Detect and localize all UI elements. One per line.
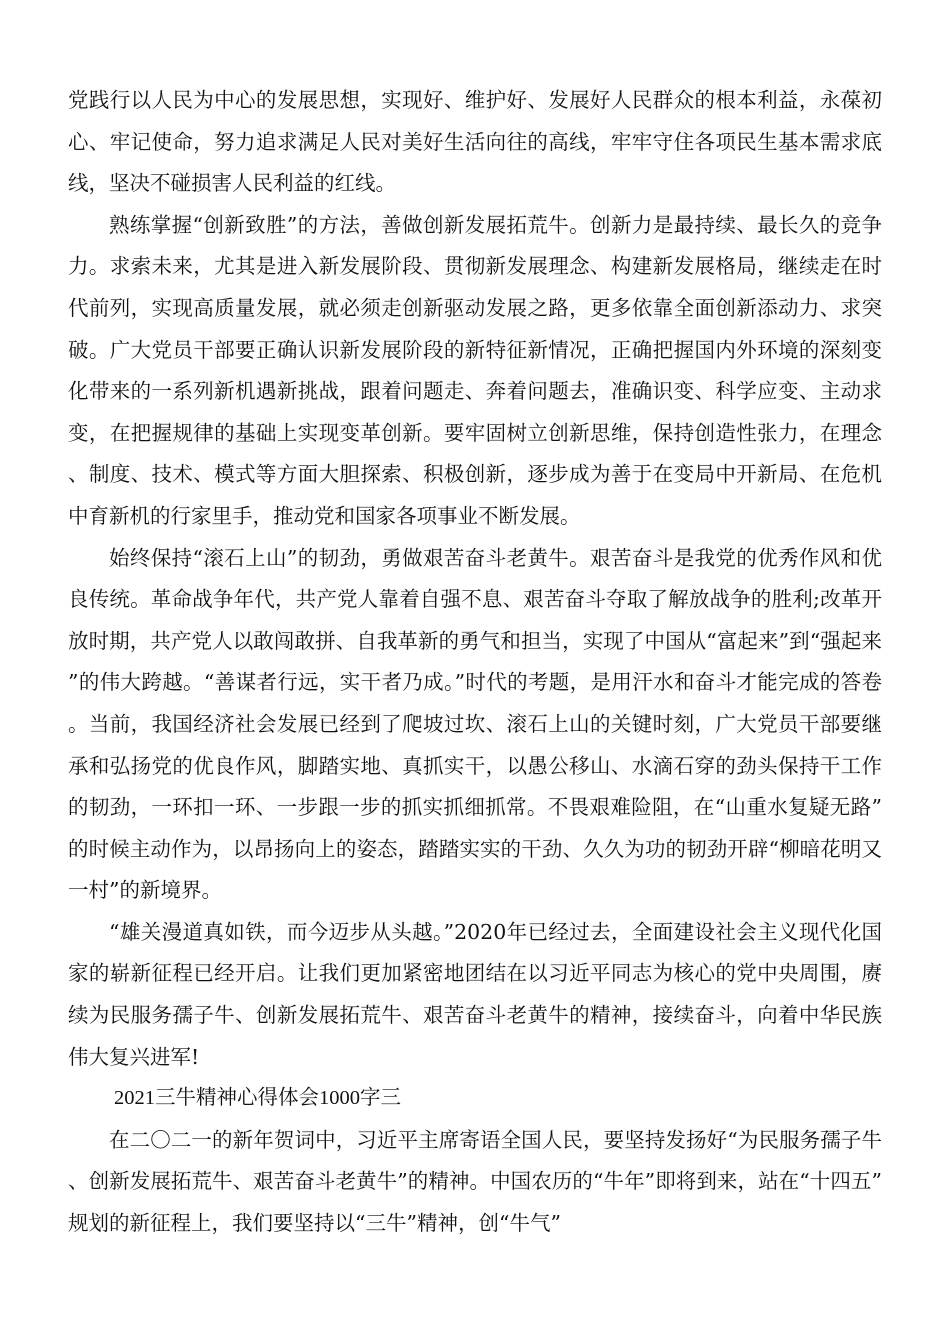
paragraph-new-year-message: 在二〇二一的新年贺词中，习近平主席寄语全国人民，要坚持发扬好“为民服务孺子牛、创新发展拓荒牛、艰苦奋斗老黄牛”的精神。中国农历的“牛年”即将到来，站在“十四五”规划的新征程上，我们要坚持以“三牛”精神，创“牛气” (68, 1127, 882, 1236)
section-heading: 2021三牛精神心得体会1000字三 (114, 1087, 401, 1110)
paragraph-innovation: 熟练掌握“创新致胜”的方法，善做创新发展拓荒牛。创新力是最持续、最长久的竞争力。求索未来，尤其是进入新发展阶段、贯彻新发展理念、构建新发展格局，继续走在时代前列，实现高质量发展，就必须走创新驱动发展之路，更多依靠全面创新添动力、求突破。广大党员干部要正确认识新发展阶段的新特征新情况，正确把握国内外环境的深刻变化带来的一系列新机遇新挑战，跟着问题走、奔着问题去，准确识变、科学应变、主动求变，在把握规律的基础上实现变革创新。要牢固树立创新思维，保持创造性张力，在理念、制度、技术、模式等方面大胆探索、积极创新，逐步成为善于在变局中开新局、在危机中育新机的行家里手，推动党和国家各项事业不断发展。 (68, 212, 882, 528)
paragraph-perseverance: 始终保持“滚石上山”的韧劲，勇做艰苦奋斗老黄牛。艰苦奋斗是我党的优秀作风和优良传统。革命战争年代，共产党人靠着自强不息、艰苦奋斗夺取了解放战争的胜利;改革开放时期，共产党人以敢闯敢拼、自我革新的勇气和担当，实现了中国从“富起来”到“强起来”的伟大跨越。“善谋者行远，实干者乃成。”时代的考题，是用汗水和奋斗才能完成的答卷。当前，我国经济社会发展已经到了爬坡过坎、滚石上山的关键时刻，广大党员干部要继承和弘扬党的优良作风，脚踏实地、真抓实干，以愚公移山、水滴石穿的劲头保持干工作的韧劲，一环扣一环、一步跟一步的抓实抓细抓常。不畏艰难险阻，在“山重水复疑无路”的时候主动作为，以昂扬向上的姿态，踏踏实实的干劲、久久为功的韧劲开辟“柳暗花明又一村”的新境界。 (68, 545, 882, 903)
paragraph-continuation: 党践行以人民为中心的发展思想，实现好、维护好、发展好人民群众的根本利益，永葆初心、牢记使命，努力追求满足人民对美好生活向往的高线，牢牢守住各项民生基本需求底线，坚决不碰损害人民利益的红线。 (68, 88, 882, 196)
paragraph-conclusion: “雄关漫道真如铁，而今迈步从头越。”2020年已经过去，全面建设社会主义现代化国家的崭新征程已经开启。让我们更加紧密地团结在以习近平同志为核心的党中央周围，赓续为民服务孺子牛、创新发展拓荒牛、艰苦奋斗老黄牛的精神，接续奋斗，向着中华民族伟大复兴进军! (68, 919, 882, 1069)
